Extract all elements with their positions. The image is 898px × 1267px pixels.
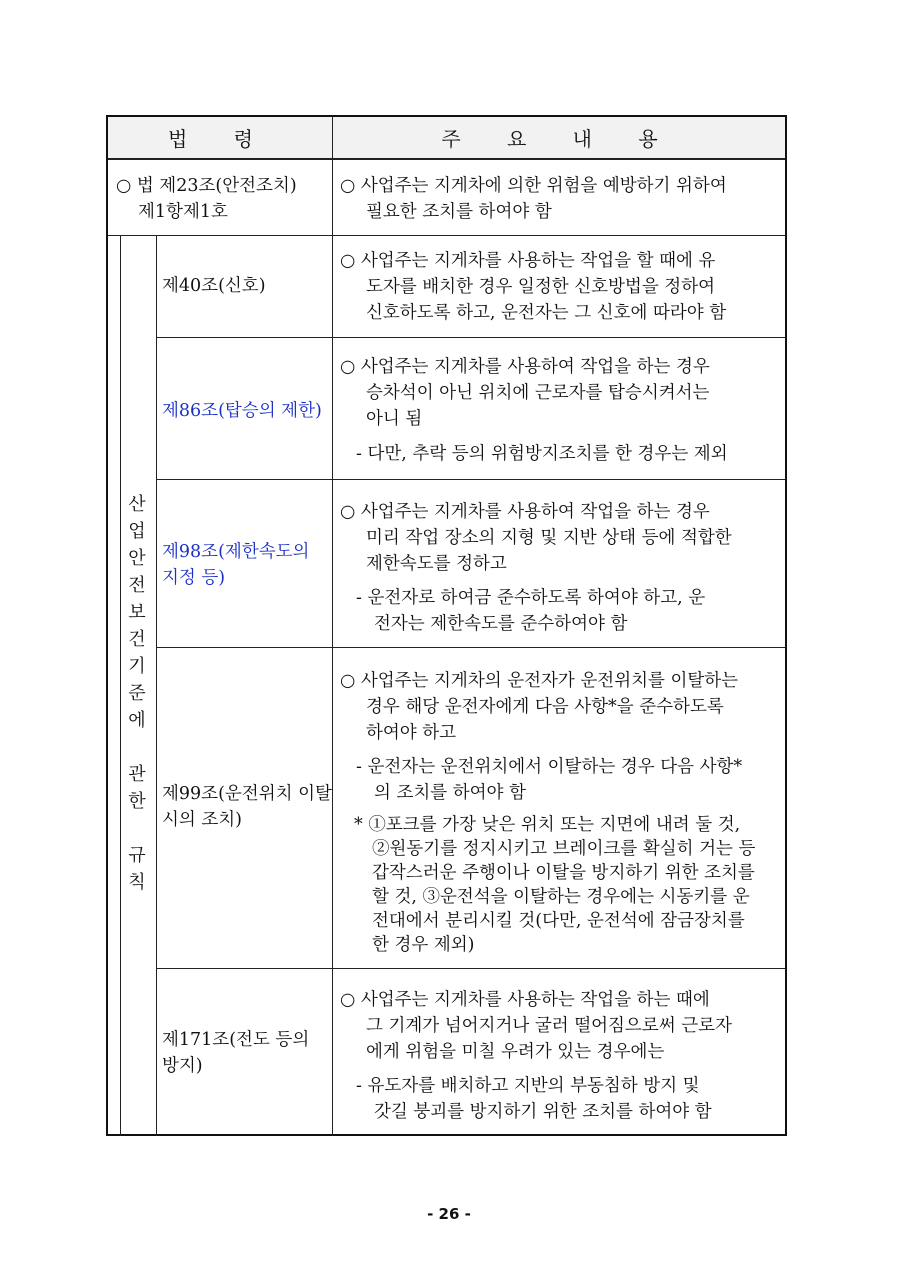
group-label-char — [124, 734, 150, 761]
header-divider — [108, 158, 785, 160]
header-law: 법 령 — [168, 127, 273, 151]
content-line: ○ 사업주는 지게차를 사용하는 작업을 할 때에 유 — [340, 251, 716, 271]
content-line: 제한속도를 정하고 — [366, 554, 507, 574]
group-label-char: 업 — [128, 521, 146, 542]
law-article-98: 제98조(제한속도의 — [162, 542, 310, 562]
content-line: ○ 사업주는 지게차에 의한 위험을 예방하기 위하여 — [340, 176, 727, 196]
content-line: 전자는 제한속도를 준수하여야 함 — [374, 614, 628, 634]
content-line: 도자를 배치한 경우 일정한 신호방법을 정하여 — [366, 277, 716, 297]
footnote-line: ②원동기를 정지시키고 브레이크를 확실히 거는 등 — [372, 839, 756, 859]
group-label-char: 에 — [128, 710, 146, 731]
content-line: 신호하도록 하고, 운전자는 그 신호에 따라야 함 — [366, 303, 727, 323]
row-divider — [156, 647, 785, 648]
content-line: 에게 위험을 미칠 우려가 있는 경우에는 — [366, 1042, 665, 1062]
header-content: 주 요 내 용 — [441, 127, 678, 151]
content-line: 아니 됨 — [366, 409, 423, 429]
content-line: ○ 사업주는 지게차를 사용하여 작업을 하는 경우 — [340, 357, 710, 377]
content-line: 그 기계가 넘어지거나 굴러 떨어짐으로써 근로자 — [366, 1016, 732, 1036]
content-line: 미리 작업 장소의 지형 및 지반 상태 등에 적합한 — [366, 528, 732, 548]
table-header — [108, 117, 785, 158]
group-label-char: 준 — [128, 683, 146, 704]
law-article-40: 제40조(신호) — [162, 276, 266, 296]
group-label-char: 산 — [128, 494, 146, 515]
row-divider — [156, 479, 785, 480]
content-line: 하여야 하고 — [366, 723, 457, 743]
regulation-table — [106, 115, 787, 1136]
column-divider — [332, 117, 333, 1136]
page-number: - 26 - — [427, 1205, 471, 1223]
law-article-99: 제99조(운전위치 이탈 — [162, 784, 332, 804]
content-line: 갓길 붕괴를 방지하기 위한 조치를 하여야 함 — [374, 1102, 712, 1122]
footnote-line: 할 것, ③운전석을 이탈하는 경우에는 시동키를 운 — [372, 887, 750, 907]
group-label-char: 건 — [128, 629, 146, 650]
group-inner-right-line — [156, 235, 157, 1136]
law-article-86: 제86조(탑승의 제한) — [162, 401, 322, 421]
law-article-23-clause: 제1항제1호 — [138, 202, 228, 222]
content-line: 경우 해당 운전자에게 다음 사항*을 준수하도록 — [366, 697, 724, 717]
row-divider — [108, 235, 785, 236]
group-label-char: 안 — [128, 548, 146, 569]
content-line: - 운전자는 운전위치에서 이탈하는 경우 다음 사항* — [356, 757, 743, 777]
group-label-char — [124, 815, 150, 842]
group-label-char: 기 — [128, 656, 146, 677]
footnote-line: 갑작스러운 주행이나 이탈을 방지하기 위한 조치를 — [372, 863, 755, 883]
law-article-171: 제171조(전도 등의 — [162, 1030, 310, 1050]
group-label-char: 전 — [128, 575, 146, 596]
footnote-line: 한 경우 제외) — [372, 935, 475, 955]
group-inner-left-line — [120, 235, 121, 1136]
footnote-line: * ①포크를 가장 낮은 위치 또는 지면에 내려 둘 것, — [354, 815, 741, 835]
law-article-171-cont: 방지) — [162, 1056, 203, 1076]
content-line: ○ 사업주는 지게차를 사용하는 작업을 하는 때에 — [340, 990, 710, 1010]
content-line: 의 조치를 하여야 함 — [374, 783, 526, 803]
law-article-99-cont: 시의 조치) — [162, 810, 243, 830]
group-label-char: 규 — [128, 845, 146, 866]
law-article-23: ○ 법 제23조(안전조치) — [116, 176, 297, 196]
group-label-char: 보 — [128, 602, 146, 623]
row-divider — [156, 337, 785, 338]
group-label-char: 칙 — [128, 872, 146, 893]
content-line: - 운전자로 하여금 준수하도록 하여야 하고, 운 — [356, 588, 706, 608]
group-label-char: 관 — [128, 764, 146, 785]
row-divider — [156, 968, 785, 969]
law-article-98-cont: 지정 등) — [162, 568, 226, 588]
group-label-vertical — [124, 491, 150, 896]
content-line: ○ 사업주는 지게차를 사용하여 작업을 하는 경우 — [340, 502, 710, 522]
content-line: - 유도자를 배치하고 지반의 부동침하 방지 및 — [356, 1076, 700, 1096]
group-label-char: 한 — [128, 791, 146, 812]
content-line: ○ 사업주는 지게차의 운전자가 운전위치를 이탈하는 — [340, 671, 739, 691]
content-line: - 다만, 추락 등의 위험방지조치를 한 경우는 제외 — [356, 444, 728, 464]
footnote-line: 전대에서 분리시킬 것(다만, 운전석에 잠금장치를 — [372, 911, 745, 931]
content-line: 승차석이 아닌 위치에 근로자를 탑승시켜서는 — [366, 383, 710, 403]
content-line: 필요한 조치를 하여야 함 — [366, 202, 552, 222]
